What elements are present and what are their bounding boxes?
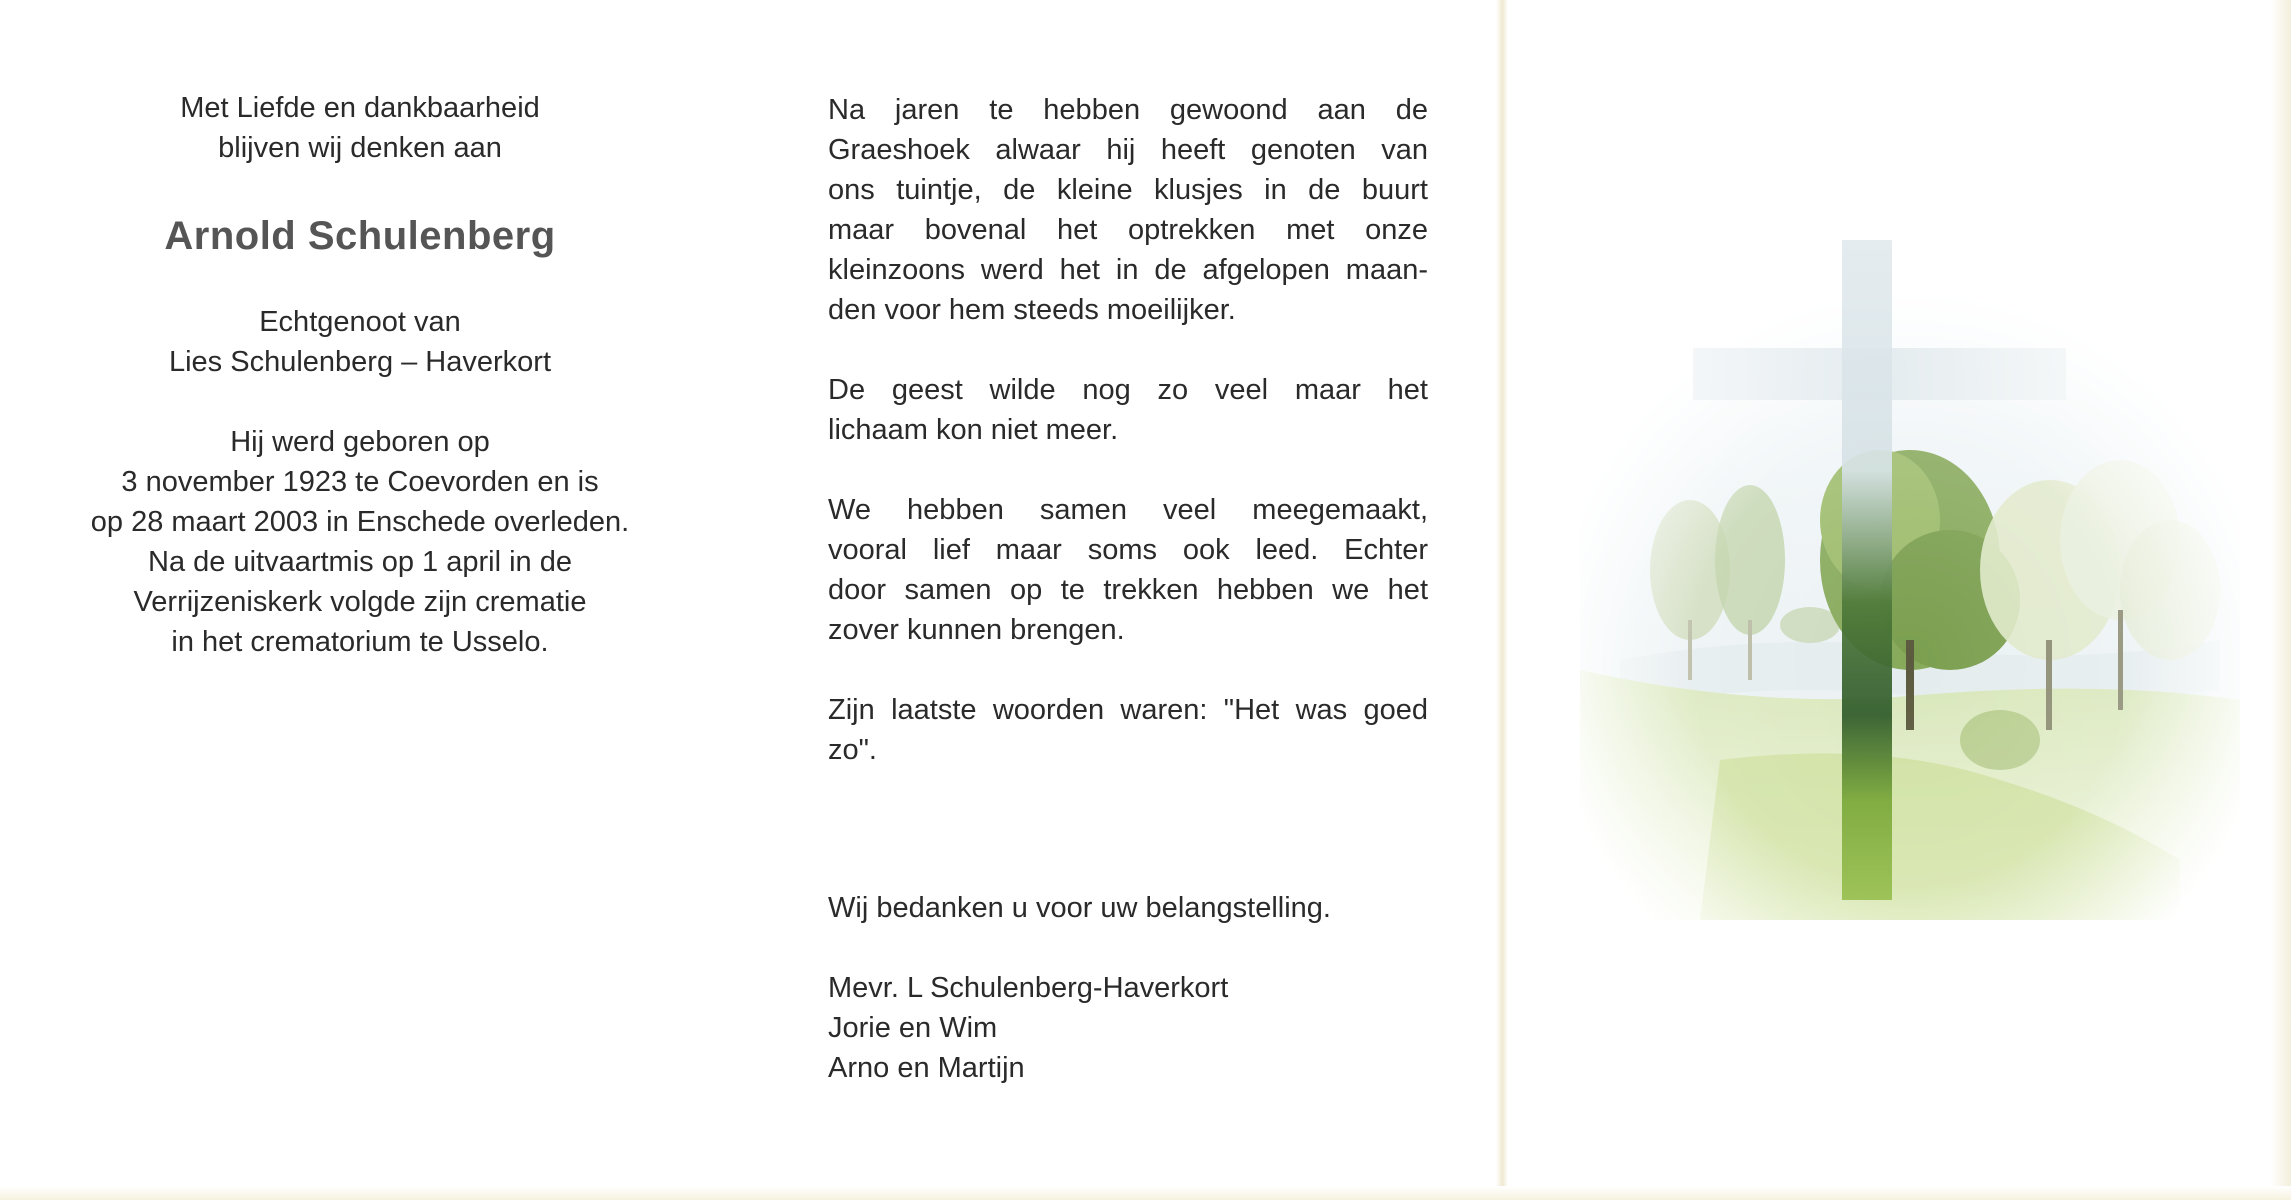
paragraph-1-line-5: kleinzoons werd het in de afgelopen maan- xyxy=(828,254,1428,286)
bio-line-5: Verrijzeniskerk volgde zijn crematie xyxy=(133,586,587,618)
paragraph-1-line-4: maar bovenal het optrekken met onze xyxy=(828,214,1428,246)
spouse-line-2: Lies Schulenberg – Haverkort xyxy=(168,346,552,378)
intro-line-2: blijven wij denken aan xyxy=(218,132,502,164)
signer-3: Arno en Martijn xyxy=(828,1052,1025,1084)
bio-line-4: Na de uitvaartmis op 1 april in de xyxy=(148,546,572,578)
paragraph-4 xyxy=(828,690,1428,770)
signer-1: Mevr. L Schulenberg-Haverkort xyxy=(828,972,1229,1004)
paragraph-1-line-1: Na jaren te hebben gewoond aan de xyxy=(828,94,1428,126)
paragraph-4-line-1: Zijn laatste woorden waren: "Het was goed xyxy=(828,694,1428,726)
spouse-line-1: Echtgenoot van xyxy=(259,306,461,338)
bio-line-6: in het crematorium te Usselo. xyxy=(171,626,549,658)
cross-landscape-icon xyxy=(1580,240,2240,920)
fold-line xyxy=(1496,0,1508,1200)
paragraph-2 xyxy=(828,370,1428,450)
bio-line-3: op 28 maart 2003 in Enschede overleden. xyxy=(90,506,630,538)
paragraph-1-line-6: den voor hem steeds moeilijker. xyxy=(828,294,1236,326)
paragraph-4-line-2: zo". xyxy=(828,734,877,766)
middle-page-text xyxy=(828,90,1428,810)
paragraph-3-line-2: vooral lief maar soms ook leed. Echter xyxy=(828,534,1428,566)
paragraph-2-line-1: De geest wilde nog zo veel maar het xyxy=(828,374,1428,406)
bio-line-2: 3 november 1923 te Coevorden en is xyxy=(121,466,599,498)
spacer xyxy=(40,382,680,422)
paragraph-3-line-1: We hebben samen veel meegemaakt, xyxy=(828,494,1428,526)
signers-list xyxy=(828,968,1228,1088)
paragraph-1-line-2: Graeshoek alwaar hij heeft genoten van xyxy=(828,134,1428,166)
left-page-text xyxy=(40,88,680,662)
card-right-edge xyxy=(2270,0,2291,1200)
thank-you-line: Wij bedanken u voor uw belangstelling. xyxy=(828,892,1331,924)
paragraph-3-line-4: zover kunnen brengen. xyxy=(828,614,1125,646)
signer-2: Jorie en Wim xyxy=(828,1012,998,1044)
paragraph-3-line-3: door samen op te trekken hebben we het xyxy=(828,574,1428,606)
paragraph-3 xyxy=(828,490,1428,650)
card-bottom-edge xyxy=(0,1186,2291,1200)
paragraph-1-line-3: ons tuintje, de kleine klusjes in de buurt xyxy=(828,174,1428,206)
landscape-group xyxy=(1580,240,2240,920)
intro-line-1: Met Liefde en dankbaarheid xyxy=(180,92,540,124)
paragraph-2-line-2: lichaam kon niet meer. xyxy=(828,414,1119,446)
bio-line-1: Hij werd geboren op xyxy=(230,426,490,458)
paragraph-1 xyxy=(828,90,1428,330)
deceased-name: Arnold Schulenberg xyxy=(164,214,556,258)
